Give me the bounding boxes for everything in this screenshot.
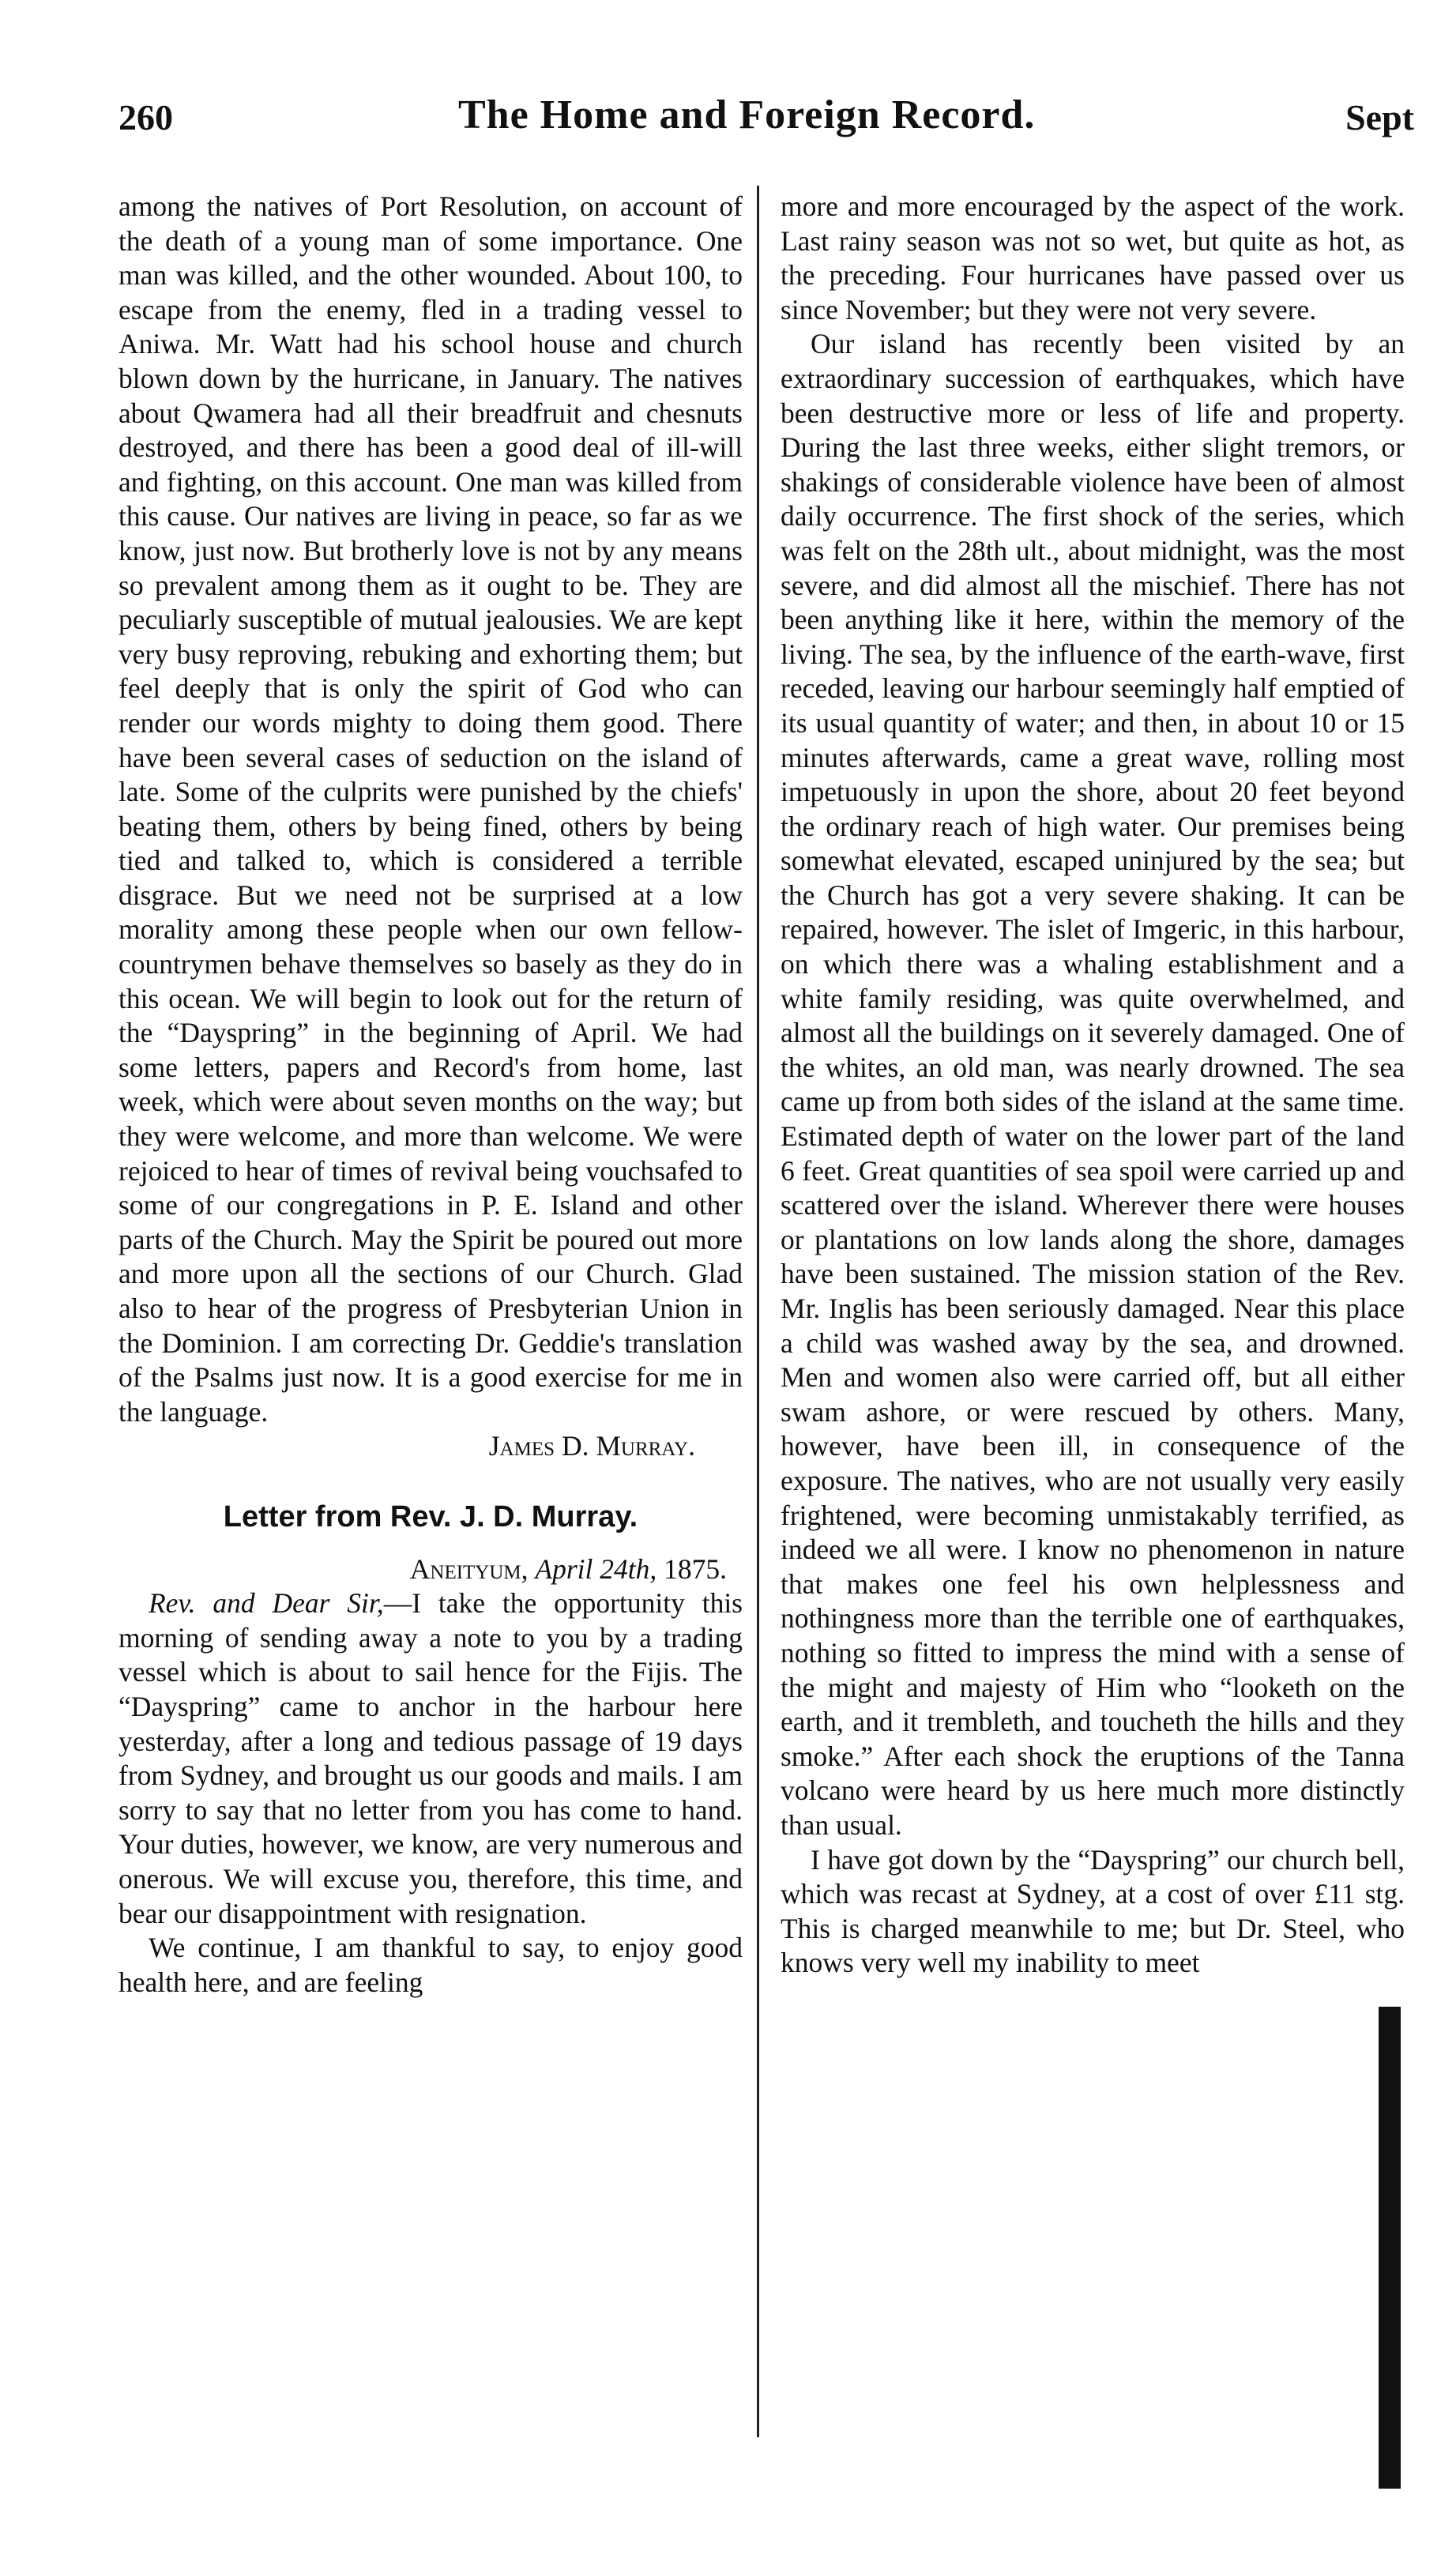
running-month: Sept: [1345, 97, 1414, 137]
letter-opening: [119, 1586, 743, 1931]
right-paragraph-3: I have got down by the “Dayspring” our church bell, which was recast at Sydney, at a cost of over £11 stg. This is charged meanwhile to me; but Dr. Steel, who knows very well my inability to meet: [781, 1843, 1405, 1979]
dateline-year: 1875.: [664, 1552, 727, 1585]
dateline-place: Aneityum,: [409, 1552, 529, 1585]
page-number: 260: [119, 97, 173, 137]
page-header: [119, 87, 1414, 150]
left-column: [119, 190, 743, 2000]
left-paragraph-2: —I take the opportunity this morning of sending away a note to you by a trading vessel which is about to sail hence for the Fijis. The “Dayspring” came to anchor in the harbour here yesterday, after a long and tedious passage of 19 days from Sydney, and brought us our goods and mails. I am sorry to say that no letter from you has come to hand. Your duties, however, we know, are very numerous and onerous. We will excuse you, therefore, this time, and bear our disappointment with resignation.: [119, 1587, 743, 1929]
signature: James D. Murray.: [488, 1430, 695, 1462]
dateline: [119, 1552, 727, 1587]
letter-title: Letter from Rev. J. D. Murray.: [223, 1500, 638, 1533]
left-paragraph-3: We continue, I am thankful to say, to enjoy good health here, and are feeling: [119, 1932, 743, 1998]
right-paragraph-2: Our island has recently been visited by an extraordinary succession of earthquakes, which have been destructive more or less of life and property. During the last three weeks, either slight tremors, or shakings of considerable violence have been of almost daily occurrence. The first shock of the series, which was felt on the 28th ult., about midnight, was the most severe, and did almost all the mischief. There has not been anything like it here, within the memory of the living. The sea, by the influence of the earth-wave, first receded, leaving our harbour seemingly half emptied of its usual quantity of water; and then, in about 10 or 15 minutes afterwards, came a great wave, rolling most impetuously in upon the shore, about 20 feet beyond the ordinary reach of high water. Our premises being somewhat elevated, escaped uninjured by the sea; but the Church has got a very severe shaking. It can be repaired, however. The islet of Imgeric, in this harbour, on which there was a whaling establishment and a white family residing, was quite overwhelmed, and almost all the buildings on it severely damaged. One of the whites, an old man, was nearly drowned. The sea came up from both sides of the island at the same time. Estimated depth of water on the lower part of the land 6 feet. Great quantities of sea spoil were carried up and scattered over the island. Wherever there were houses or plantations on low lands along the shore, damages have been sustained. The mission station of the Rev. Mr. Inglis has been seriously damaged. Near this place a child was washed away by the sea, and drowned. Men and women also were carried off, but all either swam ashore, or were rescued by others. Many, however, have been ill, in consequence of the exposure. The natives, who are not usually very easily frightened, were becoming unmistakably terrified, as indeed we all were. I know no phenomenon in nature that makes one feel his own helplessness and nothingness more than the terrible one of earthquakes, nothing so fitted to impress the mind with a sense of the might and majesty of Him who “looketh on the earth, and it trembleth, and toucheth the hills and they smoke.” After each shock the eruptions of the Tanna volcano were heard by us here much more distinctly than usual.: [781, 328, 1405, 1841]
dateline-date: April 24th,: [535, 1552, 657, 1585]
salutation: Rev. and Dear Sir,: [149, 1587, 384, 1620]
running-title: The Home and Foreign Record.: [458, 92, 1036, 137]
column-divider: [757, 186, 759, 2437]
right-paragraph-1: more and more encouraged by the aspect of the work. Last rainy season was not so wet, but quite as hot, as the preceding. Four hurricanes have passed over us since November; but they were not very severe.: [781, 190, 1405, 325]
scan-edge-shadow: [1379, 2007, 1401, 2489]
right-column: [781, 190, 1405, 1981]
left-paragraph-1: among the natives of Port Resolution, on account of the death of a young man of some importance. One man was killed, and the other wounded. About 100, to escape from the enemy, fled in a trading vessel to Aniwa. Mr. Watt had his school house and church blown down by the hurricane, in January. The natives about Qwamera had all their breadfruit and chesnuts destroyed, and there has been a good deal of ill-will and fighting, on this account. One man was killed from this cause. Our natives are living in peace, so far as we know, just now. But brotherly love is not by any means so prevalent among them as it ought to be. They are peculiarly susceptible of mutual jealousies. We are kept very busy reproving, rebuking and exhorting them; but feel deeply that is only the spirit of God who can render our words mighty to doing them good. There have been several cases of seduction on the island of late. Some of the culprits were punished by the chiefs' beating them, others by being fined, others by being tied and talked to, which is considered a terrible disgrace. But we need not be surprised at a low morality among these people when our own fellow-countrymen behave themselves so basely as they do in this ocean. We will begin to look out for the return of the “Dayspring” in the beginning of April. We had some letters, papers and Record's from home, last week, which were about seven months on the way; but they were welcome, and more than welcome. We were rejoiced to hear of times of revival being vouchsafed to some of our congregations in P. E. Island and other parts of the Church. May the Spirit be poured out more and more upon all the sections of our Church. Glad also to hear of the progress of Presbyterian Union in the Dominion. I am correcting Dr. Geddie's translation of the Psalms just now. It is a good exercise for me in the language.: [119, 190, 743, 1428]
